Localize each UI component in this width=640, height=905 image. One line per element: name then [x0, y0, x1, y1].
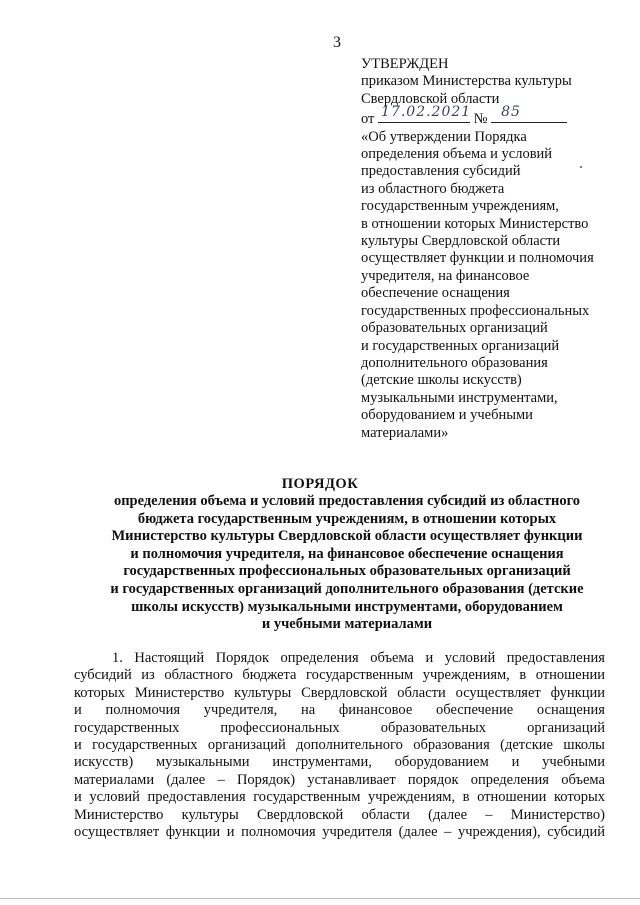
approval-quote-line: обеспечение оснащения — [361, 285, 510, 302]
approval-block — [361, 56, 623, 442]
approval-quote-line: (детские школы искусств) — [361, 372, 522, 389]
body-line: и государственных организаций дополнительного образования (детские школы — [74, 737, 605, 754]
body-line: Министерство культуры Свердловской области (далее – Министерство) — [74, 806, 605, 823]
approval-quote-line: материалами» — [361, 424, 449, 441]
body-line: субсидий из областного бюджета государственным учреждениям, в отношении — [74, 667, 605, 684]
approval-line: приказом Министерства культуры — [361, 73, 572, 90]
approval-quote-line: «Об утверждении Порядка — [361, 128, 527, 145]
approval-quote-line: из областного бюджета — [361, 180, 505, 197]
number-prefix: № — [473, 111, 488, 128]
approval-quote-line: и государственных организаций — [361, 337, 560, 354]
body-line: осуществляет функции и полномочия учредителя (далее – учреждения), субсидий — [74, 824, 605, 841]
subtitle-line: и государственных организаций дополнительного образования (детские — [110, 580, 584, 597]
subtitle-line: и полномочия учредителя, на финансовое обеспечение оснащения — [130, 545, 564, 562]
subtitle-line: бюджета государственным учреждениям, в отношении которых — [137, 510, 557, 527]
body-line: и полномочия учредителя, на финансовое обеспечение оснащения — [74, 702, 605, 719]
subtitle-line: определения объема и условий предоставления субсидий из областного — [113, 493, 581, 509]
body-line: искусств) музыкальными инструментами, оборудованием и учебными — [74, 754, 605, 771]
approval-quote-line: культуры Свердловской области — [361, 233, 561, 250]
body-line: 1. Настоящий Порядок определения объема и условий предоставления — [112, 650, 605, 666]
scan-dot — [580, 166, 582, 168]
approval-quote-line: предоставления субсидий — [361, 163, 521, 180]
date-field — [378, 103, 472, 123]
page-bottom-edge — [0, 898, 640, 899]
approval-quote-line: оборудованием и учебными — [361, 407, 533, 424]
body-line: которых Министерство культуры Свердловской области осуществляет функции — [74, 684, 605, 701]
document-subtitle — [82, 493, 612, 634]
subtitle-line: Министерство культуры Свердловской области осуществляет функции — [111, 528, 583, 545]
body-line: материалами (далее – Порядок) устанавливает порядок определения объема — [74, 771, 605, 788]
page-number: 3 — [333, 34, 341, 51]
subtitle-line: школы искусств) музыкальными инструментами, оборудованием — [131, 598, 563, 615]
approval-quote-line: государственных профессиональных — [361, 302, 590, 319]
approval-quote-line: осуществляет функции и полномочия — [361, 250, 594, 267]
number-field — [491, 103, 567, 123]
approval-quote-line: образовательных организаций — [361, 320, 548, 337]
approval-quote-line: музыкальными инструментами, — [361, 389, 558, 406]
subtitle-line: и учебными материалами — [261, 616, 433, 633]
approval-line: Свердловской области — [361, 90, 500, 107]
approval-quote-line: в отношении которых Министерство — [361, 215, 589, 232]
approval-quote-line: учредителя, на финансовое — [361, 267, 530, 284]
handwritten-number: 85 — [501, 103, 521, 120]
body-line: государственных профессиональных образовательных организаций — [74, 719, 605, 736]
body-paragraph — [74, 650, 605, 841]
approval-heading: УТВЕРЖДЕН — [361, 56, 449, 72]
body-line: и условий предоставления государственным учреждениям, в отношении которых — [74, 789, 605, 806]
approval-date-line — [361, 103, 623, 128]
date-prefix: от — [361, 111, 375, 128]
approval-quote-line: дополнительного образования — [361, 354, 548, 371]
subtitle-line: государственных профессиональных образовательных организаций — [123, 563, 571, 580]
approval-quote-line: государственным учреждениям, — [361, 198, 559, 215]
approval-quote-line: определения объема и условий — [361, 146, 553, 163]
document-title: ПОРЯДОК — [281, 476, 359, 492]
approval-quote — [361, 129, 623, 442]
handwritten-date: 17.02.2021 — [381, 103, 472, 120]
